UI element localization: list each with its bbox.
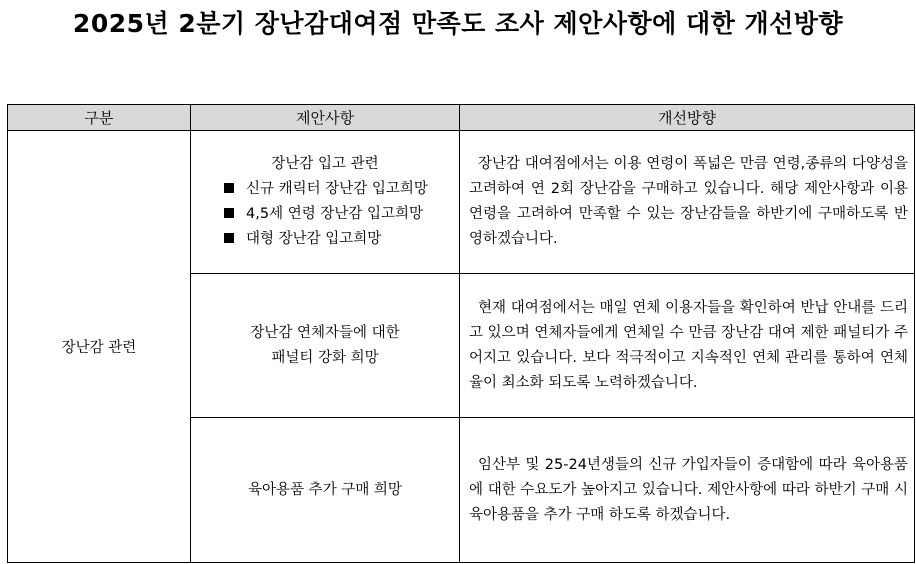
- header-category: 구분: [8, 105, 191, 131]
- improvement-table: [7, 104, 915, 563]
- improvement-cell: [460, 131, 915, 274]
- improvement-text: 현재 대여점에서는 매일 연체 이용자들을 확인하여 반납 안내를 드리고 있으며 연체자들에게 연체일 수 만큼 장난감 대여 제한 패널티가 주어지고 있습니다. 보다 적극적이고 지속적인 연체 관리를 통하여 연체율이 최소화 되도록 노력하겠습니다.: [469, 299, 908, 391]
- suggestion-item-text: 4,5세 연령 장난감 입고희망: [246, 206, 423, 222]
- suggestion-text: 장난감 연체자들에 대한: [250, 324, 400, 341]
- header-improvement: 개선방향: [460, 105, 915, 131]
- table-header-row: [8, 105, 915, 131]
- improvement-cell: [460, 274, 915, 418]
- category-cell: 장난감 관련: [8, 131, 191, 563]
- square-bullet-icon: [224, 233, 234, 243]
- square-bullet-icon: [224, 208, 234, 218]
- improvement-text: 장난감 대여점에서는 이용 연령이 폭넓은 만큼 연령,종류의 다양성을 고려하여 연 2회 장난감을 구매하고 있습니다. 해당 제안사항과 이용 연령을 고려하여 만족할 수 있는 장난감들을 하반기에 구매하도록 반영하겠습니다.: [469, 156, 908, 247]
- suggestion-text: 육아용품 추가 구매 희망: [248, 481, 402, 498]
- suggestion-cell: [191, 274, 460, 418]
- suggestion-item: [222, 227, 428, 252]
- suggestion-item-text: 신규 캐릭터 장난감 입고희망: [246, 181, 428, 197]
- table-row: [8, 131, 915, 274]
- page-title: 2025년 2분기 장난감대여점 만족도 조사 제안사항에 대한 개선방향: [72, 9, 844, 38]
- improvement-text: 임산부 및 25-24년생들의 신규 가입자들이 증대함에 따라 육아용품에 대한 수요도가 높아지고 있습니다. 제안사항에 따라 하반기 구매 시 육아용품을 추가 구매 하도록 하겠습니다.: [469, 456, 908, 523]
- suggestion-cell: [191, 418, 460, 563]
- suggestion-cell: [191, 131, 460, 274]
- square-bullet-icon: [224, 183, 234, 193]
- suggestion-item: [222, 177, 428, 202]
- suggestion-text: 패널티 강화 희망: [271, 349, 379, 366]
- suggestion-item-text: 대형 장난감 입고희망: [246, 231, 382, 247]
- header-suggestion: 제안사항: [191, 105, 460, 131]
- suggestion-heading: 장난감 입고 관련: [271, 156, 379, 172]
- suggestion-item: [222, 202, 428, 227]
- improvement-cell: [460, 418, 915, 563]
